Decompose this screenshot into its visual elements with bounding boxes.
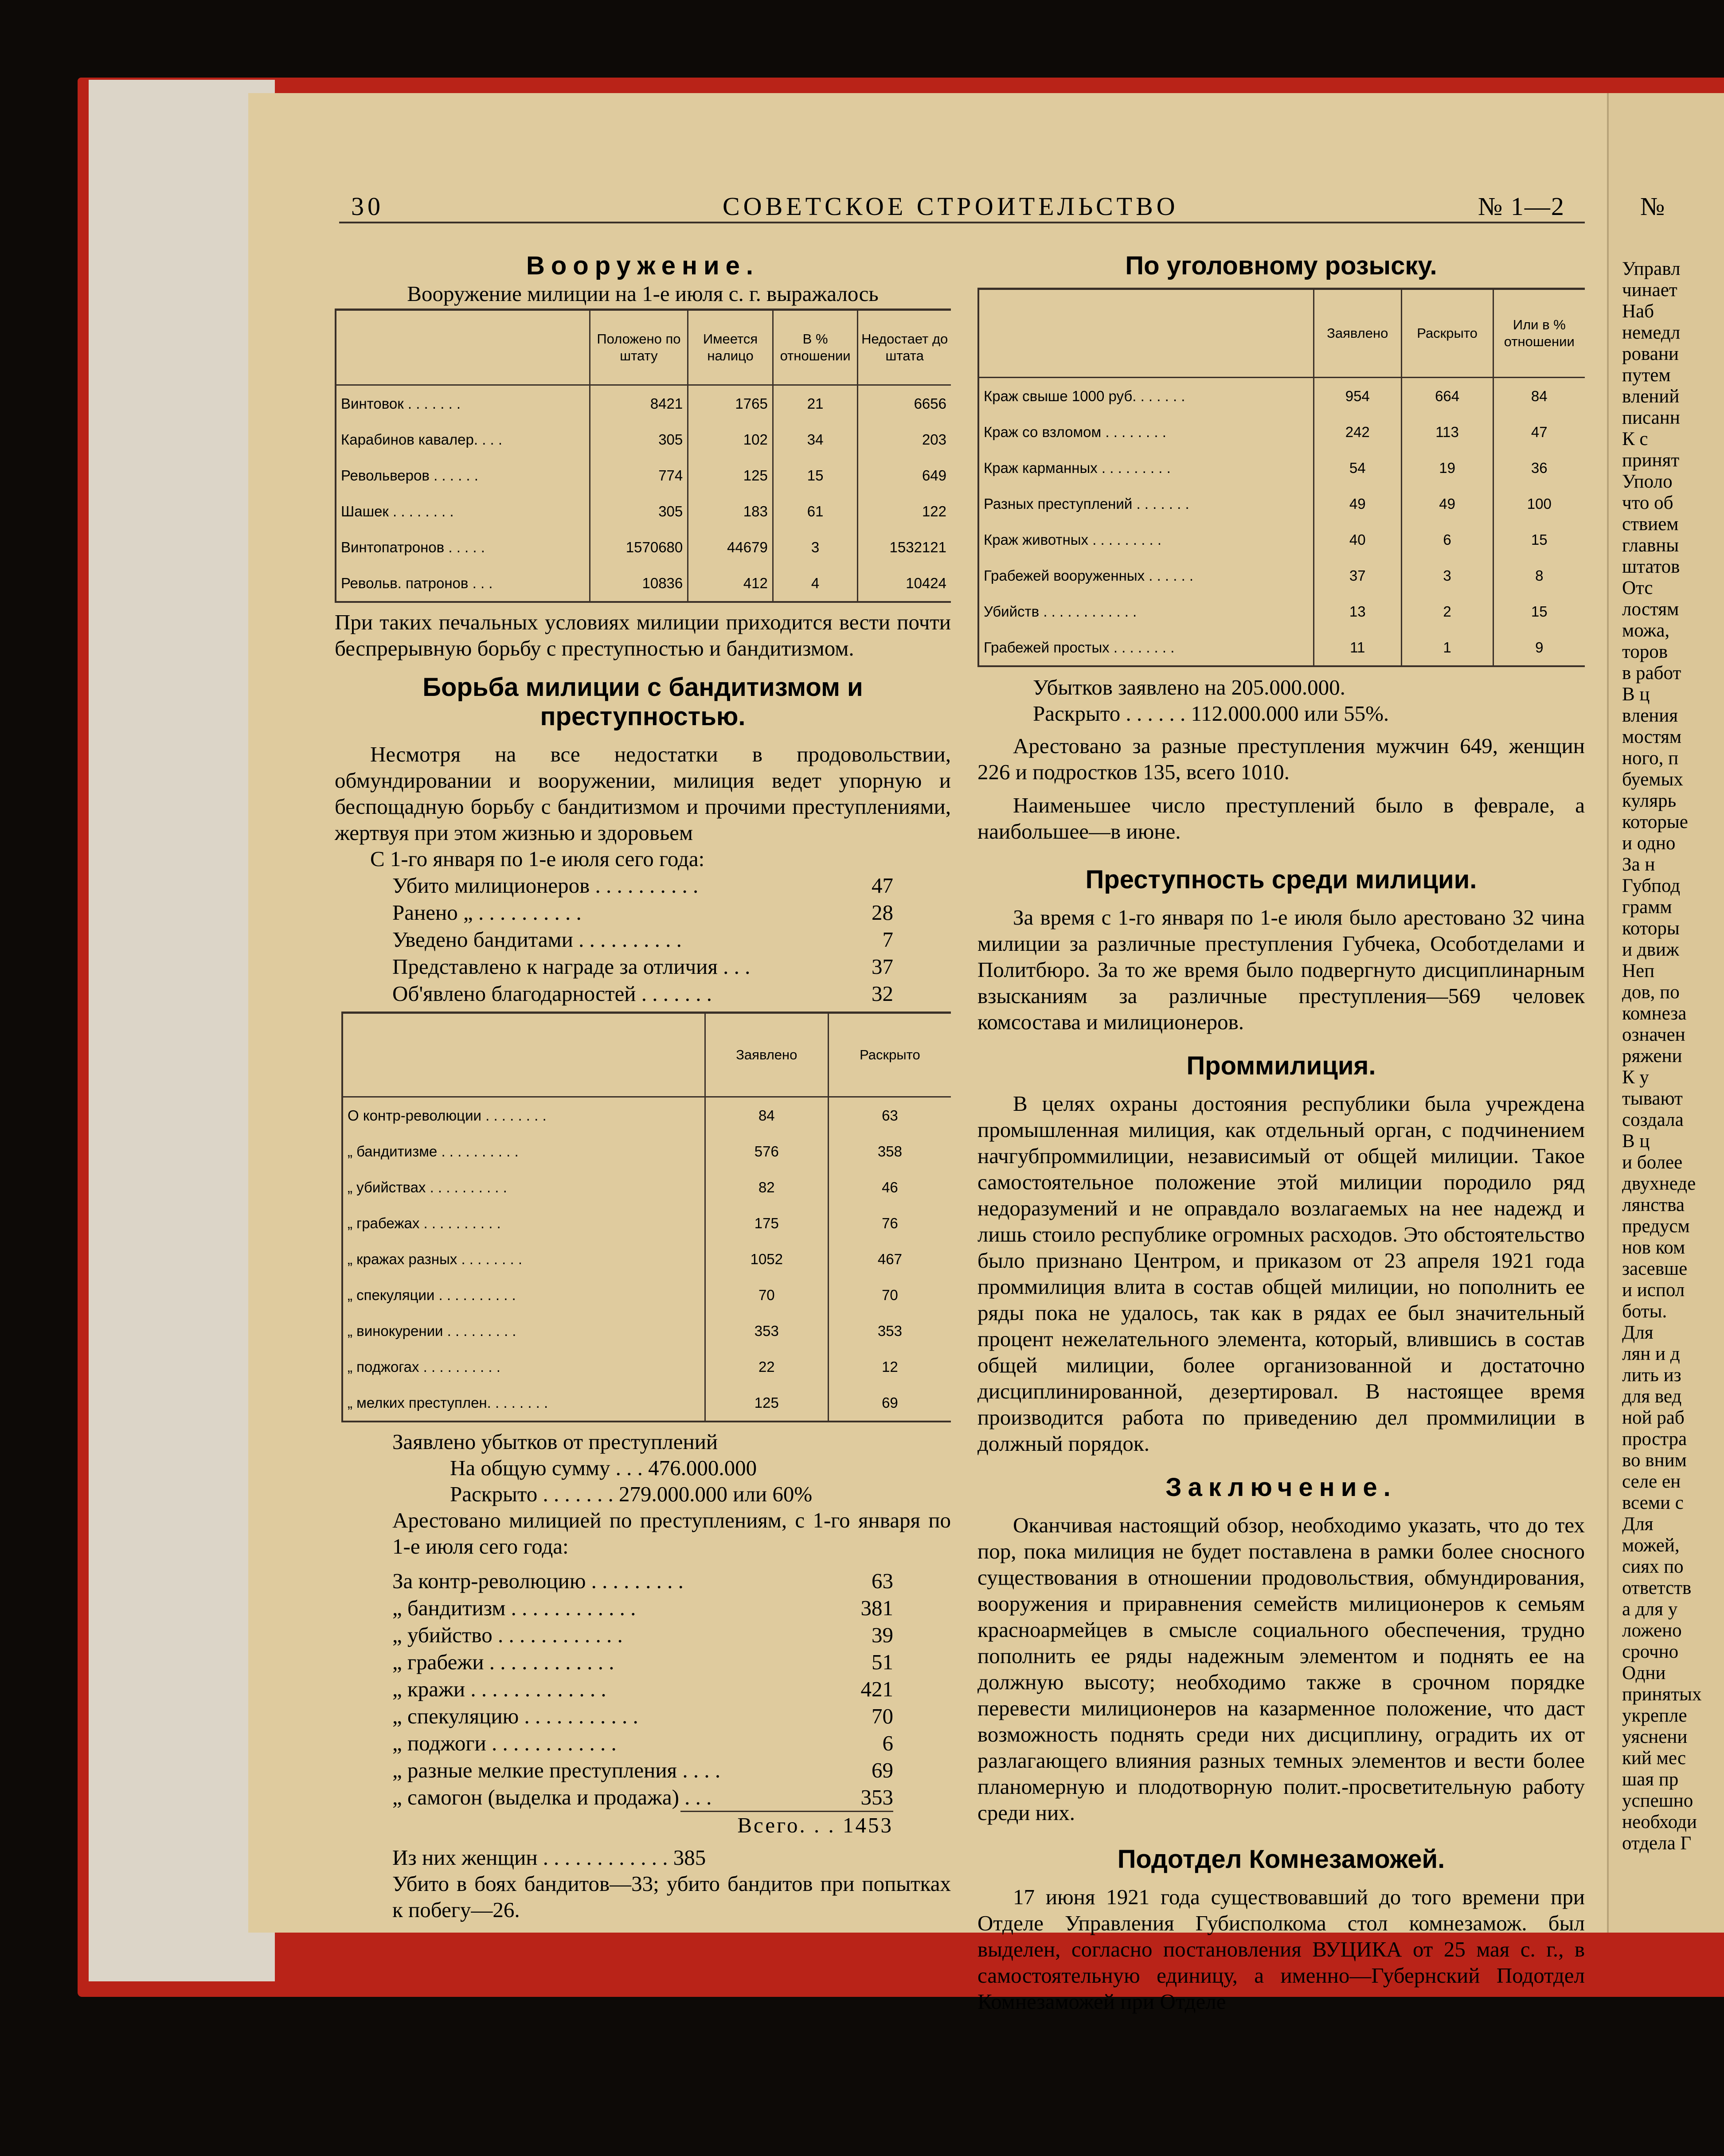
- list-item: [392, 872, 893, 899]
- table-row: [336, 493, 951, 529]
- fragment-line: К с: [1622, 429, 1648, 449]
- fragment-line: и одно: [1622, 833, 1676, 854]
- cell-present: 102: [688, 422, 773, 457]
- row-label: „ убийствах . . . . . . . . . .: [348, 1179, 507, 1195]
- table-row: [978, 522, 1585, 558]
- row-label: „ поджогах . . . . . . . . . .: [348, 1359, 500, 1375]
- cell-staff: 774: [590, 457, 688, 493]
- fragment-line: а для у: [1622, 1599, 1678, 1620]
- item-label: „ поджоги . . . . . . . . . . . .: [392, 1731, 617, 1755]
- fragment-line: которы: [1622, 918, 1680, 939]
- prommilitsia-text: В целях охраны достояния республики была учреждена промышленная милиция, как отдельный орган, с подчинением начгубпроммилиции, независимый от общей милиции. Такое самостоятельное положение этой милиции породило ряд недоразумений и не оправдало возлагаемых на нее надежд и лишь стоило республике огромных расходов. Это обстоятельство было признано Центром, и приказом от 23 апреля 1921 года проммилиция влита в состав общей милиции, но пополнить ее ряды пока не удалось, так как в рядах ее был значительный процент нежелательного элемента, который, влившись в состав общей милиции, более организованной и достаточно дисциплинированной, дезертировал. В настоящее время производится работа по приведению дел проммилиции в должный порядок.: [977, 1091, 1585, 1456]
- cell-missing: 649: [858, 457, 951, 493]
- table-row: [342, 1169, 951, 1205]
- cell-pct: 15: [773, 457, 858, 493]
- criminal-heading: По уголовному розыску.: [1125, 251, 1437, 280]
- fragment-line: Для: [1622, 1322, 1654, 1343]
- fragment-line: Уполо: [1622, 471, 1673, 492]
- item-value: 32: [872, 981, 893, 1006]
- cell-pct: 8: [1493, 558, 1585, 594]
- item-label: „ кражи . . . . . . . . . . . . .: [392, 1677, 606, 1701]
- fragment-line: сиях по: [1622, 1556, 1684, 1577]
- criminal-table: [977, 288, 1585, 667]
- row-label: „ мелких преступлен. . . . . . . .: [348, 1394, 548, 1411]
- item-label: „ грабежи . . . . . . . . . . . .: [392, 1650, 614, 1674]
- fragment-line: дов, по: [1622, 982, 1680, 1003]
- fragment-line: предусм: [1622, 1216, 1690, 1237]
- cell-missing: 10424: [858, 565, 951, 602]
- fragment-line: ответств: [1622, 1578, 1692, 1598]
- right-column: [977, 253, 1585, 2015]
- cell-solved: 46: [828, 1169, 951, 1205]
- cell-pct: 4: [773, 565, 858, 602]
- table-row: [336, 565, 951, 602]
- fragment-line: мостям: [1622, 726, 1682, 747]
- item-label: „ самогон (выделка и продажа) . . .: [392, 1785, 712, 1809]
- list-item: [392, 1567, 893, 1594]
- criminal-solved: Раскрыто . . . . . . 112.000.000 или 55%.: [1033, 701, 1389, 726]
- item-label: „ бандитизм . . . . . . . . . . . .: [392, 1596, 636, 1620]
- item-label: За контр-революцию . . . . . . . . .: [392, 1569, 684, 1593]
- cell-solved: 12: [828, 1349, 951, 1385]
- table-row: [336, 529, 951, 565]
- fragment-line: необходи: [1622, 1812, 1697, 1832]
- fragment-line: уяснени: [1622, 1726, 1688, 1747]
- cell-pct: 34: [773, 422, 858, 457]
- cell-missing: 1532121: [858, 529, 951, 565]
- fragment-line: В ц: [1622, 1131, 1650, 1152]
- next-page-fragment: [1607, 93, 1724, 1933]
- arrests-list: [392, 1567, 893, 1811]
- fragment-line: влений: [1622, 386, 1680, 407]
- row-label: Грабежей простых . . . . . . . .: [984, 639, 1175, 656]
- cell-solved: 353: [828, 1313, 951, 1349]
- item-value: 37: [872, 954, 893, 979]
- cell-missing: 203: [858, 422, 951, 457]
- col-staff: Положено по штату: [590, 310, 688, 385]
- table-row: [342, 1241, 951, 1277]
- cell-staff: 10836: [590, 565, 688, 602]
- cell-pct: 47: [1493, 414, 1585, 450]
- fragment-line: что об: [1622, 492, 1673, 513]
- cell-solved: 2: [1401, 594, 1493, 629]
- militia-crime-heading: Преступность среди милиции.: [1085, 865, 1477, 894]
- fragment-line: лян и д: [1622, 1344, 1680, 1364]
- cell-solved: 1: [1401, 629, 1493, 666]
- cell-declared: 49: [1314, 486, 1401, 522]
- cell-declared: 175: [705, 1205, 828, 1241]
- row-label: „ спекуляции . . . . . . . . . .: [348, 1287, 516, 1303]
- item-label: „ убийство . . . . . . . . . . . .: [392, 1623, 623, 1647]
- list-item: [392, 899, 893, 926]
- conclusion-heading: Заключение.: [1165, 1473, 1397, 1502]
- fragment-line: означен: [1622, 1024, 1685, 1045]
- list-item: [392, 926, 893, 953]
- list-item: [392, 953, 893, 980]
- row-label: „ кражах разных . . . . . . . .: [348, 1251, 523, 1267]
- item-value: 421: [860, 1677, 893, 1701]
- cell-staff: 8421: [590, 385, 688, 422]
- col-declared: Заявлено: [1314, 289, 1401, 378]
- cell-declared: 84: [705, 1097, 828, 1134]
- cell-solved: 49: [1401, 486, 1493, 522]
- list-item: [392, 1621, 893, 1648]
- armament-intro: Вооружение милиции на 1-е июля с. г. выражалось: [407, 281, 879, 306]
- losses-total: На общую сумму . . . 476.000.000: [450, 1456, 757, 1480]
- fragment-line: засевше: [1622, 1258, 1688, 1279]
- fragment-line: Одни: [1622, 1663, 1666, 1683]
- item-value: 381: [860, 1596, 893, 1620]
- armament-after: При таких печальных условиях милиции приходится вести почти беспрерывную борьбу с преступностью и бандитизмом.: [335, 610, 951, 660]
- fragment-line: и более: [1622, 1152, 1683, 1173]
- table-row: [342, 1277, 951, 1313]
- fragment-line: За н: [1622, 854, 1655, 875]
- item-value: 63: [872, 1569, 893, 1593]
- col-solved: Раскрыто: [1401, 289, 1493, 378]
- table-row: [978, 594, 1585, 629]
- cell-pct: 15: [1493, 594, 1585, 629]
- row-label: Револьверов . . . . . .: [341, 467, 478, 484]
- fragment-line: отдела Г: [1622, 1833, 1692, 1854]
- fragment-line: ной раб: [1622, 1407, 1685, 1428]
- fragment-line: лить из: [1622, 1365, 1681, 1386]
- fragment-line: ряжени: [1622, 1046, 1682, 1066]
- list-item: [392, 1730, 893, 1757]
- killed-bandits: Убито в боях бандитов—33; убито бандитов при попытках к побегу—26.: [392, 1871, 951, 1922]
- row-label: Краж свыше 1000 руб. . . . . . .: [984, 388, 1185, 404]
- row-label: Карабинов кавалер. . . .: [341, 431, 503, 448]
- fragment-line: чинает: [1622, 280, 1677, 301]
- row-label: Краж со взломом . . . . . . . .: [984, 424, 1166, 440]
- item-value: 28: [872, 900, 893, 925]
- row-label: Краж карманных . . . . . . . . .: [984, 460, 1171, 476]
- cell-pct: 9: [1493, 629, 1585, 666]
- fragment-line: принят: [1622, 450, 1680, 471]
- table-row: [978, 378, 1585, 414]
- cell-solved: 113: [1401, 414, 1493, 450]
- cell-pct: 15: [1493, 522, 1585, 558]
- fragment-line: и испол: [1622, 1280, 1685, 1301]
- fragment-line: простра: [1622, 1429, 1687, 1449]
- cell-present: 183: [688, 493, 773, 529]
- cell-pct: 3: [773, 529, 858, 565]
- cell-declared: 1052: [705, 1241, 828, 1277]
- col-pct: Или в % отношении: [1493, 289, 1585, 378]
- arrested-title: Арестовано милицией по преступлениям, с 1-го января по 1-е июля сего года:: [392, 1508, 951, 1558]
- table-row: [342, 1313, 951, 1349]
- fragment-line: боты.: [1622, 1301, 1667, 1322]
- list-item: [392, 1757, 893, 1784]
- cell-pct: 61: [773, 493, 858, 529]
- table-row: [978, 414, 1585, 450]
- fragment-line: К у: [1622, 1067, 1649, 1088]
- armament-heading: Вооружение.: [526, 251, 760, 280]
- row-label: „ грабежах . . . . . . . . . .: [348, 1215, 501, 1231]
- arrests-women: Из них женщин . . . . . . . . . . . . 385: [392, 1845, 706, 1870]
- fragment-line: писанн: [1622, 407, 1680, 428]
- cell-solved: 63: [828, 1097, 951, 1134]
- col-missing: Недостает до штата: [858, 310, 951, 385]
- table-row: [978, 450, 1585, 486]
- cell-solved: 6: [1401, 522, 1493, 558]
- fragment-line: Отс: [1622, 578, 1653, 598]
- table-row: [342, 1133, 951, 1169]
- fragment-line: тывают: [1622, 1088, 1683, 1109]
- fragment-line: Наб: [1622, 301, 1654, 322]
- cell-staff: 305: [590, 422, 688, 457]
- cell-declared: 954: [1314, 378, 1401, 414]
- fragment-line: комнеза: [1622, 1003, 1687, 1024]
- fragment-line: и движ: [1622, 939, 1679, 960]
- row-label: Револьв. патронов . . .: [341, 575, 493, 591]
- cell-missing: 6656: [858, 385, 951, 422]
- item-label: „ спекуляцию . . . . . . . . . . .: [392, 1704, 638, 1728]
- page-edge: [89, 80, 275, 1981]
- fragment-line: Управл: [1622, 258, 1681, 279]
- fragment-line: В ц: [1622, 684, 1650, 705]
- fragment-line: штатов: [1622, 556, 1680, 577]
- struggle-stats: [392, 872, 893, 1007]
- page-number: 30: [351, 192, 384, 221]
- fragment-line: ложено: [1622, 1620, 1682, 1641]
- list-item: [392, 1648, 893, 1676]
- cell-declared: 37: [1314, 558, 1401, 594]
- fragment-line: лянства: [1622, 1195, 1685, 1215]
- cell-missing: 122: [858, 493, 951, 529]
- criminal-arrested: Арестовано за разные преступления мужчин 649, женщин 226 и подростков 135, всего 1010.: [977, 734, 1585, 784]
- cell-present: 412: [688, 565, 773, 602]
- cell-declared: 13: [1314, 594, 1401, 629]
- col-pct: В % отношении: [773, 310, 858, 385]
- col-declared: Заявлено: [705, 1013, 828, 1097]
- cell-solved: 3: [1401, 558, 1493, 594]
- cell-declared: 125: [705, 1385, 828, 1422]
- komnezam-heading: Подотдел Комнезаможей.: [1117, 1845, 1445, 1874]
- criminal-losses: Убытков заявлено на 205.000.000.: [1033, 675, 1345, 699]
- cell-solved: 76: [828, 1205, 951, 1241]
- cell-solved: 19: [1401, 450, 1493, 486]
- list-item: [392, 980, 893, 1007]
- fragment-line: буемых: [1622, 769, 1683, 790]
- cell-staff: 305: [590, 493, 688, 529]
- item-label: Представлено к награде за отличия . . .: [392, 954, 751, 979]
- fragment-line: во вним: [1622, 1450, 1687, 1471]
- row-label: Убийств . . . . . . . . . . . .: [984, 603, 1137, 620]
- fragment-line: ного, п: [1622, 748, 1679, 769]
- cell-solved: 664: [1401, 378, 1493, 414]
- fragment-line: ровани: [1622, 344, 1679, 364]
- item-value: 6: [882, 1731, 893, 1755]
- table-row: [342, 1097, 951, 1134]
- losses-solved: Раскрыто . . . . . . . 279.000.000 или 60%: [450, 1482, 813, 1506]
- fragment-line: вления: [1622, 705, 1678, 726]
- cell-declared: 576: [705, 1133, 828, 1169]
- fragment-line: селе ен: [1622, 1471, 1681, 1492]
- fragment-line: принятых: [1622, 1684, 1702, 1705]
- fragment-line: грамм: [1622, 897, 1672, 918]
- issue-number: № 1—2: [1478, 192, 1565, 221]
- struggle-since: С 1-го января по 1-е июля сего года:: [370, 847, 705, 871]
- fragment-line: путем: [1622, 365, 1671, 386]
- struggle-para: Несмотря на все недостатки в продовольствии, обмундировании и вооружении, милиция ведет упорную и беспощадную борьбу с бандитизмом и прочими преступлениями, жертвуя при этом жизнью и здоровьем: [335, 742, 951, 845]
- table-row: [978, 486, 1585, 522]
- fragment-line: можей,: [1622, 1535, 1680, 1556]
- cell-pct: 36: [1493, 450, 1585, 486]
- cell-declared: 54: [1314, 450, 1401, 486]
- fragment-line: шая пр: [1622, 1769, 1679, 1790]
- fragment-line: создала: [1622, 1109, 1684, 1130]
- table-row: [978, 558, 1585, 594]
- fragment-line: Неп: [1622, 961, 1655, 981]
- item-value: 39: [872, 1623, 893, 1647]
- fragment-line: немедл: [1622, 322, 1681, 343]
- struggle-heading: Борьба милиции с бандитизмом и преступностью.: [422, 673, 863, 731]
- row-label: Шашек . . . . . . . .: [341, 503, 454, 519]
- item-value: 69: [872, 1758, 893, 1782]
- row-label: Винтовок . . . . . . .: [341, 395, 461, 412]
- cell-declared: 82: [705, 1169, 828, 1205]
- cell-solved: 467: [828, 1241, 951, 1277]
- cell-present: 125: [688, 457, 773, 493]
- losses-title: Заявлено убытков от преступлений: [392, 1430, 718, 1454]
- row-label: „ винокурении . . . . . . . . .: [348, 1323, 516, 1339]
- fragment-line: ствием: [1622, 514, 1679, 535]
- item-label: Уведено бандитами . . . . . . . . . .: [392, 927, 682, 952]
- table-row: [342, 1205, 951, 1241]
- fragment-line: которые: [1622, 812, 1688, 832]
- militia-crime-text: За время с 1-го января по 1-е июля было арестовано 32 чина милиции за различные преступления Губчека, Особотделами и Политбюро. За то же время было подвергнуто дисциплинарным взысканиям за различные преступления—569 человек комсостава и милиционеров.: [977, 905, 1585, 1034]
- fragment-line: Губпод: [1622, 875, 1681, 896]
- fragment-line: укрепле: [1622, 1705, 1687, 1726]
- list-item: [392, 1594, 893, 1621]
- fragment-line: в работ: [1622, 663, 1681, 684]
- item-label: Ранено „ . . . . . . . . . .: [392, 900, 582, 925]
- fragment-line: можа,: [1622, 620, 1670, 641]
- header-rule: [339, 222, 1585, 223]
- offences-table: [341, 1012, 951, 1422]
- fragment-line: успешно: [1622, 1790, 1693, 1811]
- cell-declared: 40: [1314, 522, 1401, 558]
- table-row: [336, 422, 951, 457]
- row-label: О контр-революции . . . . . . . .: [348, 1107, 547, 1124]
- fragment-line: торов: [1622, 641, 1668, 662]
- arrests-total: Всего. . . 1453: [680, 1811, 893, 1838]
- table-row: [978, 629, 1585, 666]
- item-label: „ разные мелкие преступления . . . .: [392, 1758, 721, 1782]
- item-value: 7: [882, 927, 893, 952]
- row-label: Грабежей вооруженных . . . . . .: [984, 567, 1194, 584]
- running-header: [351, 191, 1583, 221]
- fragment-line: нов ком: [1622, 1237, 1685, 1258]
- cell-declared: 11: [1314, 629, 1401, 666]
- prommilitsia-heading: Проммилиция.: [1186, 1051, 1376, 1080]
- fragment-line: срочно: [1622, 1641, 1679, 1662]
- table-row: [336, 385, 951, 422]
- komnezam-text: 17 июня 1921 года существовавший до того времени при Отделе Управления Губисполкома стол комнезамож. был выделен, согласно постановления ВУЦИКА от 25 мая с. г., в самостоятельную единицу, а именно—Губернский Подотдел Комнезаможей при Отделе: [977, 1885, 1585, 2014]
- fragment-line: всеми с: [1622, 1492, 1684, 1513]
- row-label: Разных преступлений . . . . . . .: [984, 496, 1189, 512]
- cell-present: 44679: [688, 529, 773, 565]
- table-row: [336, 457, 951, 493]
- journal-title: СОВЕТСКОЕ СТРОИТЕЛЬСТВО: [723, 192, 1179, 221]
- fragment-line: кий мес: [1622, 1748, 1686, 1769]
- cell-declared: 22: [705, 1349, 828, 1385]
- row-label: „ бандитизме . . . . . . . . . .: [348, 1143, 519, 1160]
- list-item: [392, 1676, 893, 1703]
- cell-solved: 69: [828, 1385, 951, 1422]
- fragment-line: Для: [1622, 1514, 1654, 1535]
- cell-declared: 242: [1314, 414, 1401, 450]
- item-value: 51: [872, 1650, 893, 1674]
- armament-table: [335, 309, 951, 603]
- cell-staff: 1570680: [590, 529, 688, 565]
- row-label: Винтопатронов . . . . .: [341, 539, 485, 555]
- item-value: 47: [872, 873, 893, 898]
- criminal-least: Наименьшее число преступлений было в феврале, а наибольшее—в июне.: [977, 793, 1585, 844]
- fragment-line: лостям: [1622, 599, 1679, 620]
- row-label: Краж животных . . . . . . . . .: [984, 531, 1162, 548]
- cell-declared: 70: [705, 1277, 828, 1313]
- cell-solved: 358: [828, 1133, 951, 1169]
- item-label: Убито милиционеров . . . . . . . . . .: [392, 873, 699, 898]
- left-column: [335, 253, 951, 1923]
- item-value: 353: [860, 1785, 893, 1809]
- list-item: [392, 1703, 893, 1730]
- cell-present: 1765: [688, 385, 773, 422]
- cell-solved: 70: [828, 1277, 951, 1313]
- cell-pct: 100: [1493, 486, 1585, 522]
- col-present: Имеется налицо: [688, 310, 773, 385]
- fragment-line: для вед: [1622, 1386, 1682, 1407]
- conclusion-text: Оканчивая настоящий обзор, необходимо указать, что до тех пор, пока милиция не будет поставлена в рамки более сносного существования в отношении продовольствия, обмундирования, вооружения и приравнения семейств милиционеров к семьям красноармейцев в смысле социального обеспечения, трудно пополнить ее ряды надежным элементом и поднять ее на должную высоту; необходимо также в срочном порядке перевести милиционеров на казарменное положение, что даст возможность поднять среди них дисциплину, оградить их от разлагающего влияния разных темных элементов и вести более планомерную и плодотворную полит.-просветительную работу среди них.: [977, 1513, 1585, 1825]
- table-row: [342, 1385, 951, 1422]
- table-row: [342, 1349, 951, 1385]
- fragment-line: двухнеде: [1622, 1173, 1696, 1194]
- cell-pct: 21: [773, 385, 858, 422]
- next-page-issue: №: [1640, 192, 1665, 221]
- list-item: [392, 1784, 893, 1811]
- fragment-line: кулярь: [1622, 790, 1677, 811]
- cell-declared: 353: [705, 1313, 828, 1349]
- item-label: Об'явлено благодарностей . . . . . . .: [392, 981, 712, 1006]
- fragment-line: главны: [1622, 535, 1679, 556]
- item-value: 70: [872, 1704, 893, 1728]
- col-solved: Раскрыто: [828, 1013, 951, 1097]
- cell-pct: 84: [1493, 378, 1585, 414]
